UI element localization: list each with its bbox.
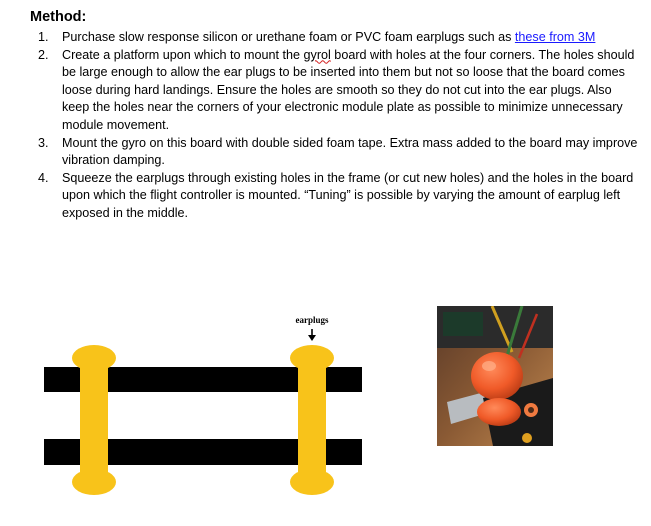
misspelled-word[interactable]: gyrol (303, 47, 331, 62)
method-steps-list (28, 29, 640, 223)
earplugs-3m-link[interactable]: these from 3M (514, 30, 596, 44)
step-1-text: Purchase slow response silicon or urethane foam or PVC foam earplugs such as (62, 30, 515, 44)
method-heading: Method: (30, 9, 87, 25)
step-1-number: 1. (38, 30, 49, 44)
step-3-text: Mount the gyro on this board with double sided foam tape. Extra mass added to the board may improve vibration damping. (62, 135, 638, 168)
step-4 (28, 170, 640, 223)
step-1 (28, 29, 640, 47)
step-2 (28, 47, 640, 135)
step-2-text-start: Create a platform upon which to mount the (62, 47, 304, 62)
earplug-installed-photo (437, 306, 553, 446)
step-2-number: 2. (38, 47, 49, 62)
earplugs-pointer-arrow (308, 335, 316, 341)
step-2-text-end: board with holes at the four corners. The holes should be large enough to allow the ear plugs to be inserted into them but not so loose that the board comes loose during hard landings. Ensure the holes are smooth so they do not cut into the ear plugs. Also keep the holes near the corners of your electronic module plate as possible to minimize unnecessary module movement. (62, 47, 635, 132)
earplugs-label: earplugs (295, 315, 329, 325)
step-4-number: 4. (38, 170, 49, 185)
earplug-mount-diagram (36, 296, 376, 524)
step-3-number: 3. (38, 135, 49, 150)
step-4-text: Squeeze the earplugs through existing holes in the frame (or cut new holes) and the holes in the board upon which the flight controller is mounted. “Tuning” is possible by varying the amount of earplug left exposed in the middle. (62, 170, 634, 220)
step-3 (28, 135, 640, 170)
